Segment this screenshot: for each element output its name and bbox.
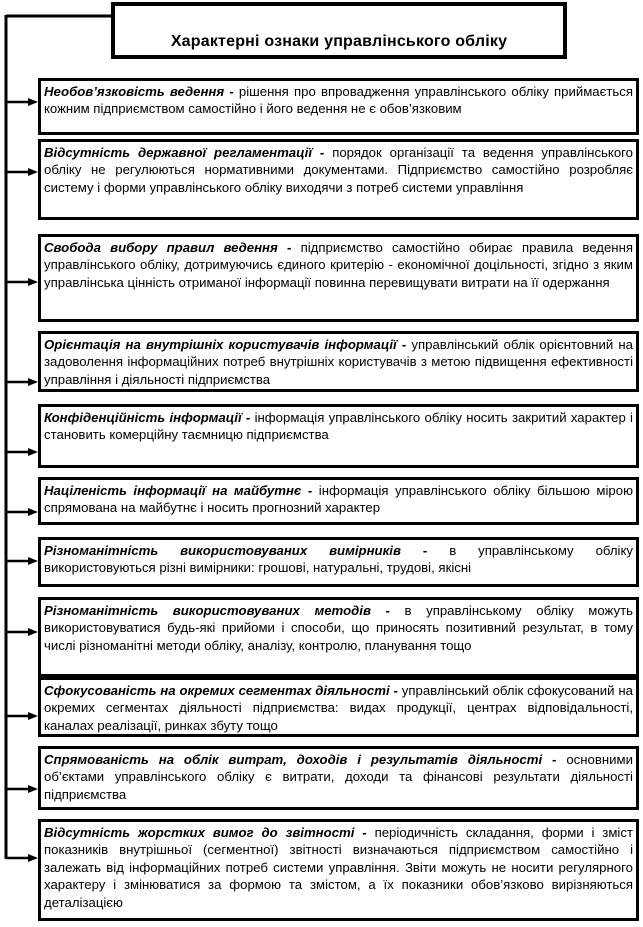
feature-box: Націленість інформації на майбутнє - інформація управлінського обліку більшою мірою спрямована на майбутнє і носить прогнозний характер	[38, 477, 639, 525]
feature-name: Необов’язковість ведення	[44, 84, 225, 99]
feature-box: Спрямованість на облік витрат, доходів і результатів діяльності - основними об’єктами управлінського обліку є витрати, доходи та фінансові результати діяльності підприємства	[38, 746, 639, 810]
feature-box: Відсутність жорстких вимог до звітності - періодичність складання, форми і зміст показників внутрішньої (сегментної) звітності визначаються підприємством самостійно і залежать від інформаційних потреб системи управління. Звіти можуть не носити регулярного характеру і змінюватися за формою та змістом, а їх показники обов’язково вирізняються деталізацією	[38, 819, 639, 921]
feature-description: інформація управлінського обліку носить закритий характер і становить комерційну таємницю підприємства	[44, 410, 633, 443]
feature-box: Сфокусованість на окремих сегментах діяльності - управлінський облік сфокусований на окремих сегментах діяльності підприємства: видах продукції, центрах відповідальності, каналах реалізації, ринках збуту тощо	[38, 677, 639, 737]
arrowhead-icon	[28, 278, 38, 286]
diagram-title: Характерні ознаки управлінського обліку	[170, 33, 508, 50]
feature-box: Конфіденційність інформації - інформація управлінського обліку носить закритий характер і становить комерційну таємницю підприємства	[38, 404, 639, 468]
feature-name: Орієнтація на внутрішніх користувачів інформації	[44, 337, 397, 352]
diagram-title-box	[111, 2, 567, 59]
feature-description: інформація управлінського обліку більшою мірою спрямована на майбутнє і носить прогнозний характер	[44, 483, 633, 516]
feature-description: в управлінському обліку використовуються різні вимірники: грошові, натуральні, трудові, якісні	[44, 543, 633, 576]
feature-box: Свобода вибору правил ведення - підприємство самостійно обирає правила ведення управлінського обліку, дотримуючись єдиного критерію - економічної доцільності, згідно з яким управлінська цінність отриманої інформації повинна перевищувати витрати на її одержання	[38, 234, 639, 322]
feature-name: Різноманітність використовуваних методів	[44, 603, 371, 618]
feature-box: Різноманітність використовуваних вимірників - в управлінському обліку використовуються різні вимірники: грошові, натуральні, трудові, якісні	[38, 537, 639, 587]
feature-name: Різноманітність використовуваних вимірників	[44, 543, 401, 558]
arrowhead-icon	[28, 508, 38, 516]
feature-name: Відсутність жорстких вимог до звітності	[44, 825, 355, 840]
feature-description: порядок організації та ведення управлінського обліку не регулюються нормативними документами. Підприємство самостійно розробляє систему і форми управлінського обліку виходячи з потреб системи управління	[44, 145, 634, 195]
arrowhead-icon	[28, 628, 38, 636]
feature-description: управлінський облік орієнтовний на задоволення інформаційних потреб внутрішніх користувачів з метою підвищення ефективності управління і діяльності підприємства	[44, 337, 633, 387]
arrowhead-icon	[28, 378, 38, 386]
feature-name: Свобода вибору правил ведення	[44, 240, 278, 255]
arrowhead-icon	[28, 448, 38, 456]
arrowhead-icon	[28, 785, 38, 793]
feature-description: рішення про впровадження управлінського обліку приймається кожним підприємством самостійно і його ведення не є обов’язковим	[44, 84, 634, 117]
feature-name: Сфокусованість на окремих сегментах діяльності	[44, 683, 390, 698]
feature-name: Конфіденційність інформації	[44, 410, 242, 425]
arrowhead-icon	[28, 98, 38, 106]
feature-description: в управлінському обліку можуть використовуватися будь-які прийоми і способи, що приносять позитивний результат, в тому числі різноманітні методи обліку, аналізу, контролю, планування тощо	[44, 603, 633, 653]
arrowhead-icon	[28, 854, 38, 862]
feature-description: основними об’єктами управлінського обліку є витрати, доходи та фінансові результати діяльності підприємства	[44, 752, 633, 802]
feature-box: Різноманітність використовуваних методів - в управлінському обліку можуть використовуватися будь-які прийоми і способи, що приносять позитивний результат, в тому числі різноманітні методи обліку, аналізу, контролю, планування тощо	[38, 597, 639, 677]
feature-description: управлінський облік сфокусований на окремих сегментах діяльності підприємства: видах продукції, центрах відповідальності, каналах реалізації, ринках збуту тощо	[44, 683, 634, 733]
feature-box: Орієнтація на внутрішніх користувачів інформації - управлінський облік орієнтовний на задоволення інформаційних потреб внутрішніх користувачів з метою підвищення ефективності управління і діяльності підприємства	[38, 331, 639, 392]
arrowhead-icon	[28, 557, 38, 565]
feature-name: Відсутність державної регламентації	[44, 145, 312, 160]
feature-box: Відсутність державної регламентації - порядок організації та ведення управлінського обліку не регулюються нормативними документами. Підприємство самостійно розробляє систему і форми управлінського обліку виходячи з потреб системи управління	[38, 139, 639, 220]
feature-name: Спрямованість на облік витрат, доходів і результатів діяльності	[44, 752, 543, 767]
arrowhead-icon	[28, 168, 38, 176]
feature-description: підприємство самостійно обирає правила ведення управлінського обліку, дотримуючись єдиного критерію - економічної доцільності, згідно з яким управлінська цінність отриманої інформації повинна перевищувати витрати на її одержання	[44, 240, 634, 290]
feature-description: періодичність складання, форми і зміст показників внутрішньої (сегментної) звітності визначаються підприємством самостійно і залежать від інформаційних потреб системи управління. Звіти можуть не носити регулярного характеру і змінюватися за формою та змістом, а їх показники обов’язково вирізняються деталізацією	[44, 825, 633, 910]
feature-name: Націленість інформації на майбутнє	[44, 483, 302, 498]
feature-box: Необов’язковість ведення - рішення про впровадження управлінського обліку приймається кожним підприємством самостійно і його ведення не є обов’язковим	[38, 78, 639, 135]
arrowhead-icon	[28, 712, 38, 720]
